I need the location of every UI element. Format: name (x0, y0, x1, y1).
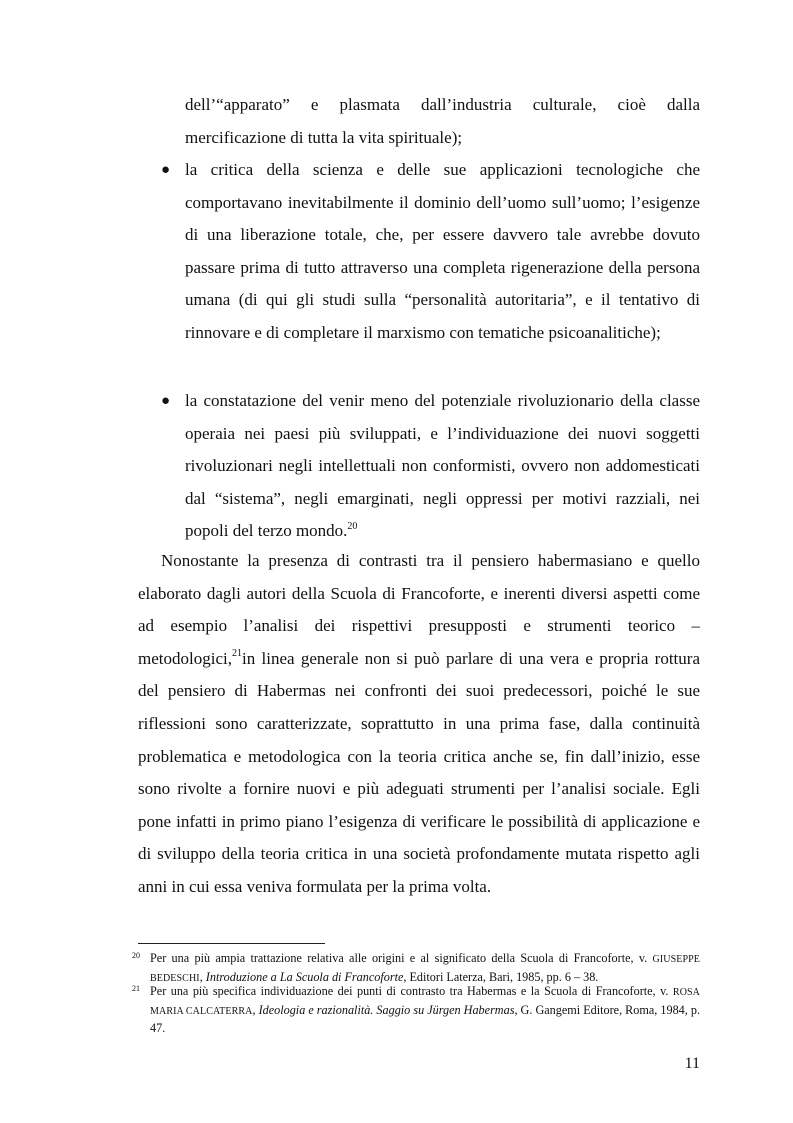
footnote-number: 20 (132, 951, 140, 960)
body-paragraph (138, 545, 700, 904)
footnote-21 (150, 983, 700, 1037)
bullet-icon: ● (161, 162, 171, 178)
bullet-icon: ● (161, 393, 171, 409)
footnote-publisher: , G. Gangemi Editore, Roma, 1984, p. 47. (150, 1002, 701, 1035)
footnote-title: Introduzione a La Scuola di Francoforte (205, 969, 404, 984)
bullet-continuation-text: dell’“apparato” e plasmata dall’industria culturale, cioè dalla mercificazione di tutta la vita spirituale); (185, 95, 700, 147)
footnote-title: Ideologia e razionalità. Saggio su Jürgen Habermas (258, 1002, 515, 1017)
page-number: 11 (684, 1055, 700, 1072)
bullet-item-text: la constatazione del venir meno del potenziale rivoluzionario della classe operaia nei paesi più sviluppati, e l’individuazione dei nuovi soggetti rivoluzionari negli intellettuali non conformisti, ovvero non addomesticati dal “sistema”, negli emarginati, negli oppressi per motivi razziali, nei popoli del terzo mondo. (185, 391, 700, 541)
footnote-number: 21 (132, 984, 140, 993)
footnote-text: Per una più specifica individuazione dei punti di contrasto tra Habermas e la Scuola di Francoforte, v. (150, 984, 673, 998)
footnote-ref-21[interactable]: 21 (231, 648, 242, 660)
footnote-20 (150, 950, 700, 987)
bullet-item-science-critique: la critica della scienza e delle sue applicazioni tecnologiche che comportavano inevitabilmente il dominio dell’uomo sull’uomo; l’esigenze di una liberazione totale, che, per essere davvero tale avrebbe dovuto passare prima di tutto attraverso una completa rigenerazione della persona umana (di qui gli studi sulla “personalità autoritaria”, e il tentativo di rinnovare e di completare il marxismo con tematiche psicoanalitiche); (185, 160, 700, 342)
footnote-separator-text: , (252, 1002, 259, 1017)
footnote-text: Per una più ampia trattazione relativa alle origini e al significato della Scuola di Francoforte, v. (150, 951, 653, 965)
paragraph-text-part2: in linea generale non si può parlare di una vera e propria rottura del pensiero di Habermas nei confronti dei suoi predecessori, poiché le sue riflessioni sono caratterizzate, soprattutto in una prima fase, dalla continuità problematica e metodologica con la teoria critica anche se, fin dall’inizio, esse sono rivolte a fornire nuovi e più adeguati strumenti per l’analisi sociale. Egli pone infatti in primo piano l’esigenza di verificare le possibilità di applicazione e di sviluppo della teoria critica in una società profondamente mutata rispetto agli anni in cui essa veniva formulata per la prima volta. (138, 648, 700, 896)
footnote-ref-20[interactable]: 20 (347, 520, 358, 532)
footnote-publisher: , Editori Laterza, Bari, 1985, pp. 6 – 38. (403, 969, 599, 984)
footnote-separator (138, 943, 325, 944)
footnote-author: ROSA MARIA CALCATERRA (150, 987, 700, 1017)
bullet-item-working-class (185, 385, 700, 548)
footnote-author: GIUSEPPE BEDESCHI (150, 954, 700, 984)
paragraph-text-part1: Nonostante la presenza di contrasti tra il pensiero habermasiano e quello elaborato dagli autori della Scuola di Francoforte, e inerenti diversi aspetti come ad esempio l’analisi dei rispettivi presupposti e strumenti teorico – metodologici, (138, 551, 700, 668)
footnote-separator-text: , (199, 969, 206, 984)
